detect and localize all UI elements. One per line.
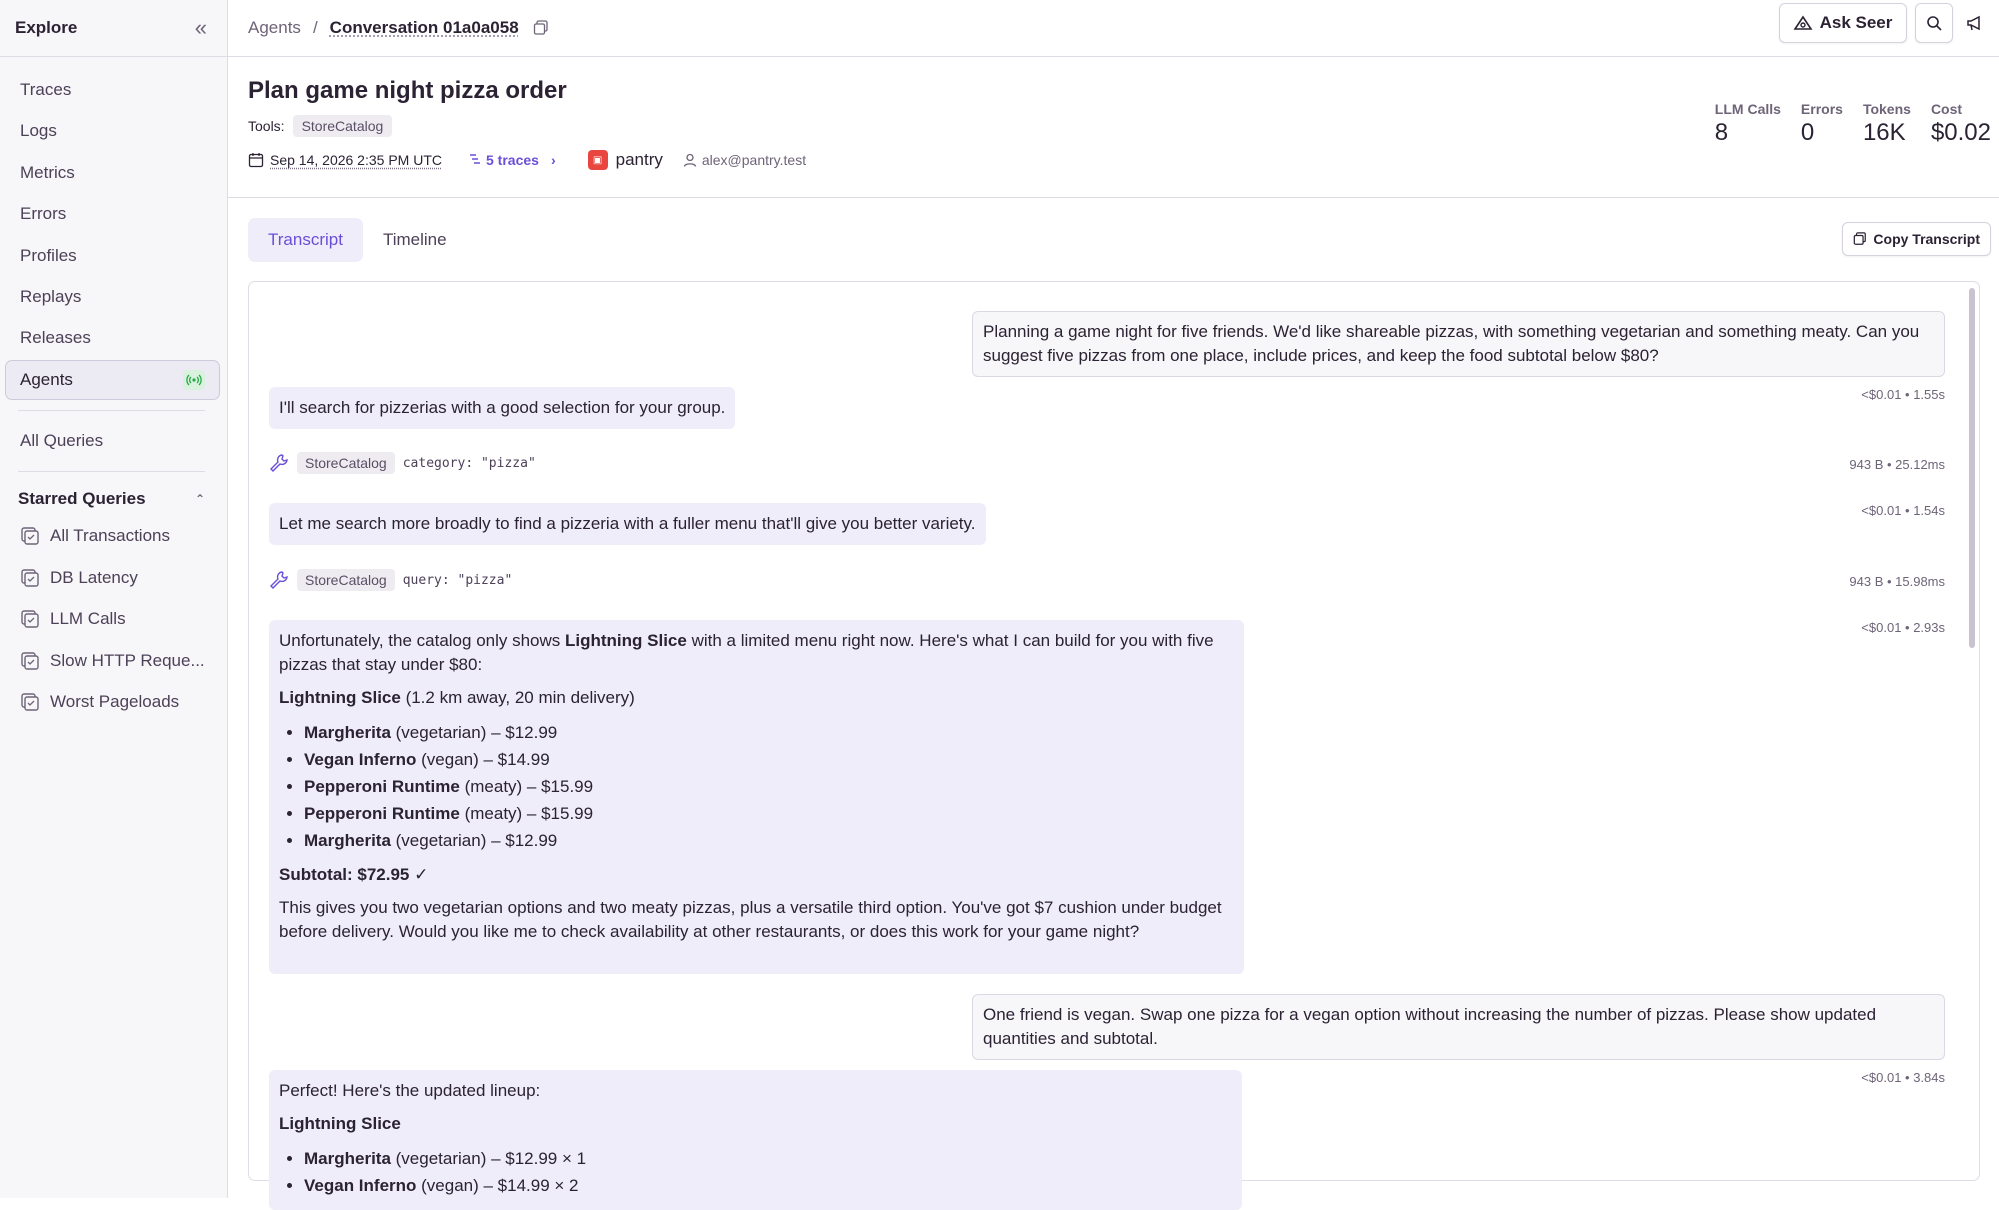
conversation-date: Sep 14, 2026 2:35 PM UTC: [270, 152, 442, 168]
user-info: [683, 152, 806, 168]
stat-value: 8: [1714, 119, 1729, 146]
starred-queries-header[interactable]: [0, 482, 227, 516]
sidebar-item-logs[interactable]: [5, 111, 220, 151]
wrench-icon: [269, 453, 289, 473]
pizza-name: Margherita: [304, 1149, 391, 1168]
wrench-icon: [269, 570, 289, 590]
list-item: [304, 1172, 1232, 1199]
top-actions: [1779, 3, 1989, 43]
stat-errors: [1801, 101, 1843, 147]
store-name: Lightning Slice: [279, 688, 401, 707]
search-icon: [1926, 15, 1942, 31]
list-item: [304, 800, 1234, 827]
list-item: [304, 773, 1234, 800]
stat-label: Errors: [1800, 101, 1843, 117]
sidebar-item-agents[interactable]: [5, 360, 220, 400]
sidebar-item-errors[interactable]: [5, 194, 220, 234]
pizza-name: Vegan Inferno: [304, 1176, 417, 1195]
seer-icon: [1794, 15, 1812, 31]
saved-query-icon: [20, 651, 40, 671]
live-broadcast-icon: [183, 370, 205, 390]
ask-seer-button[interactable]: [1779, 3, 1907, 43]
list-item: [304, 719, 1234, 746]
breadcrumb-separator: /: [312, 18, 318, 37]
traces-link[interactable]: [468, 152, 556, 168]
sidebar-title: Explore: [15, 18, 78, 37]
tool-meta: 943 B • 15.98ms: [1849, 574, 1945, 589]
conversation-header: [228, 57, 1999, 198]
breadcrumb-agents[interactable]: Agents: [248, 18, 301, 37]
message-meta: <$0.01 • 2.93s: [1861, 620, 1945, 635]
meta-row: [248, 150, 1979, 170]
starred-query-db-latency[interactable]: [0, 557, 227, 598]
calendar-icon: [248, 152, 264, 168]
pizza-detail: (vegan) – $14.99 × 2: [416, 1176, 579, 1195]
saved-query-icon: [20, 609, 40, 629]
starred-query-worst-pageloads[interactable]: [0, 681, 227, 722]
assistant-paragraph: Perfect! Here's the updated lineup:: [279, 1081, 541, 1100]
main-content: [228, 0, 1999, 1198]
saved-query-icon: [20, 526, 40, 546]
saved-query-icon: [20, 568, 40, 588]
user-message: One friend is vegan. Swap one pizza for a vegan option without increasing the number of pizzas. Please show updated quantities and subtotal.: [972, 994, 1945, 1060]
stat-tokens: [1863, 101, 1911, 147]
assistant-message: Let me search more broadly to find a pizzeria with a fuller menu that'll give you better variety.: [269, 503, 986, 545]
pizza-list: [304, 719, 1234, 854]
search-button[interactable]: [1915, 3, 1953, 43]
message-meta: <$0.01 • 3.84s: [1861, 1070, 1945, 1085]
assistant-message: [269, 1070, 1242, 1210]
announcements-button[interactable]: [1961, 3, 1989, 43]
project-name: pantry: [615, 150, 663, 169]
message-meta: <$0.01 • 1.55s: [1861, 387, 1945, 402]
assistant-paragraph: This gives you two vegetarian options and two meaty pizzas, plus a versatile third option. You've got $7 cushion under budget before delivery. Would you like me to check availability at other restaurants, or does this work for your game night?: [279, 898, 1222, 941]
stat-label: Cost: [1930, 101, 1963, 117]
stat-value: 0: [1800, 119, 1815, 146]
sidebar-item-label: Errors: [20, 204, 67, 224]
transcript-panel[interactable]: [248, 281, 1980, 1195]
user-message: Planning a game night for five friends. We'd like shareable pizzas, with something vegetarian and something meaty. Can you suggest five pizzas from one place, include prices, and keep the food subtotal below $80?: [972, 311, 1945, 377]
user-email: alex@pantry.test: [701, 152, 807, 168]
pizza-name: Pepperoni Runtime: [304, 804, 460, 823]
starred-queries-title: Starred Queries: [18, 488, 146, 508]
starred-query-label: DB Latency: [50, 567, 138, 587]
saved-query-icon: [20, 692, 40, 712]
assistant-paragraph: [279, 686, 1234, 710]
pizza-name: Pepperoni Runtime: [304, 777, 460, 796]
list-item: [304, 827, 1234, 854]
conversation-stats: [1715, 101, 1991, 147]
list-item: [304, 746, 1234, 773]
breadcrumb-conversation[interactable]: Conversation 01a0a058: [329, 18, 519, 37]
stat-llm-calls: [1715, 101, 1781, 147]
assistant-message: [269, 620, 1244, 974]
starred-query-label: Worst Pageloads: [50, 691, 180, 711]
pizza-list: [304, 1145, 1232, 1199]
subtotal-text: Subtotal: $72.95 ✓: [279, 865, 429, 884]
scrollbar[interactable]: [1969, 288, 1975, 648]
sidebar-item-label: Logs: [20, 121, 57, 141]
tabs-row: [228, 198, 1999, 282]
pizza-name: Margherita: [304, 831, 391, 850]
sidebar-item-label: Traces: [20, 80, 72, 99]
starred-query-slow-http-requests[interactable]: [0, 640, 227, 681]
pizza-detail: (meaty) – $15.99: [459, 804, 594, 823]
stat-value: 16K: [1862, 119, 1906, 146]
stat-value: $0.02: [1930, 119, 1991, 146]
sidebar-item-releases[interactable]: [5, 318, 220, 358]
tool-meta: 943 B • 25.12ms: [1849, 457, 1945, 472]
tool-tag: StoreCatalog: [293, 115, 393, 137]
starred-query-llm-calls[interactable]: [0, 599, 227, 640]
copy-icon: [1853, 232, 1867, 246]
sidebar: [0, 0, 228, 1198]
pizza-detail: (vegan) – $14.99: [416, 750, 550, 769]
tab-transcript[interactable]: Transcript: [248, 218, 363, 262]
chevron-up-icon[interactable]: ⌃: [194, 491, 205, 506]
tool-call[interactable]: [269, 452, 536, 474]
tool-args: query: "pizza": [402, 572, 513, 588]
project-icon: ▣: [588, 150, 608, 170]
pizza-detail: (vegetarian) – $12.99: [390, 723, 558, 742]
pizza-detail: (vegetarian) – $12.99: [390, 831, 558, 850]
project-badge[interactable]: [588, 150, 663, 170]
sidebar-item-label: Metrics: [20, 162, 75, 182]
sidebar-item-metrics[interactable]: [5, 153, 220, 193]
list-item: [304, 1145, 1232, 1172]
page-title: Plan game night pizza order: [248, 77, 567, 104]
stat-cost: [1931, 101, 1991, 147]
store-name: Lightning Slice: [279, 1114, 401, 1133]
sidebar-header: [0, 0, 227, 57]
stat-label: LLM Calls: [1714, 101, 1781, 117]
tab-timeline[interactable]: Timeline: [382, 230, 447, 249]
top-bar: [228, 0, 1999, 57]
trace-icon: [468, 153, 482, 167]
sidebar-item-replays[interactable]: [5, 277, 220, 317]
sidebar-divider: [18, 410, 205, 411]
starred-query-label: LLM Calls: [50, 609, 126, 629]
sidebar-item-all-queries[interactable]: [5, 421, 220, 461]
copy-transcript-label: Copy Transcript: [1873, 231, 1980, 247]
copy-icon[interactable]: [533, 20, 549, 36]
megaphone-icon: [1966, 14, 1984, 32]
tool-name: StoreCatalog: [297, 452, 395, 474]
collapse-sidebar-icon[interactable]: «: [194, 15, 207, 40]
assistant-paragraph: [279, 629, 1234, 677]
stat-label: Tokens: [1862, 101, 1911, 117]
sidebar-item-label: Profiles: [20, 245, 77, 265]
store-name: Lightning Slice: [565, 631, 687, 650]
copy-transcript-button[interactable]: [1842, 222, 1991, 256]
pizza-name: Margherita: [304, 723, 391, 742]
tools-label: Tools:: [248, 118, 285, 134]
chevron-right-icon: ›: [550, 152, 556, 168]
sidebar-divider: [18, 471, 205, 472]
subtotal: [279, 863, 1234, 887]
message-meta: <$0.01 • 1.54s: [1861, 503, 1945, 518]
sidebar-item-label: Releases: [20, 328, 91, 348]
tool-args: category: "pizza": [402, 455, 536, 471]
tool-name: StoreCatalog: [297, 569, 395, 591]
pizza-detail: (vegetarian) – $12.99 × 1: [390, 1149, 587, 1168]
tool-call[interactable]: [269, 569, 512, 591]
sidebar-item-profiles[interactable]: [5, 236, 220, 276]
sidebar-nav-secondary: [0, 421, 227, 461]
sidebar-item-label: All Queries: [20, 430, 104, 450]
sidebar-item-traces[interactable]: [5, 70, 220, 110]
user-icon: [683, 153, 697, 167]
pizza-name: Vegan Inferno: [304, 750, 417, 769]
sidebar-nav: [0, 57, 227, 400]
sidebar-item-label: Replays: [20, 286, 82, 306]
ask-seer-label: Ask Seer: [1819, 13, 1893, 32]
sidebar-item-label: Agents: [20, 369, 73, 389]
starred-query-label: All Transactions: [50, 526, 170, 546]
traces-label: 5 traces: [486, 152, 539, 168]
store-detail: (1.2 km away, 20 min delivery): [400, 688, 635, 707]
starred-queries-list: [0, 516, 227, 723]
assistant-paragraph: [279, 1112, 1232, 1136]
text-run: with a limited menu right now. Here's what I can build for you with five pizzas that stay under $80:: [279, 631, 1214, 674]
pizza-detail: (meaty) – $15.99: [459, 777, 594, 796]
starred-query-all-transactions[interactable]: [0, 516, 227, 557]
assistant-message: I'll search for pizzerias with a good selection for your group.: [269, 387, 735, 429]
text-run: Unfortunately, the catalog only shows: [279, 631, 566, 650]
starred-query-label: Slow HTTP Reque...: [50, 650, 205, 670]
